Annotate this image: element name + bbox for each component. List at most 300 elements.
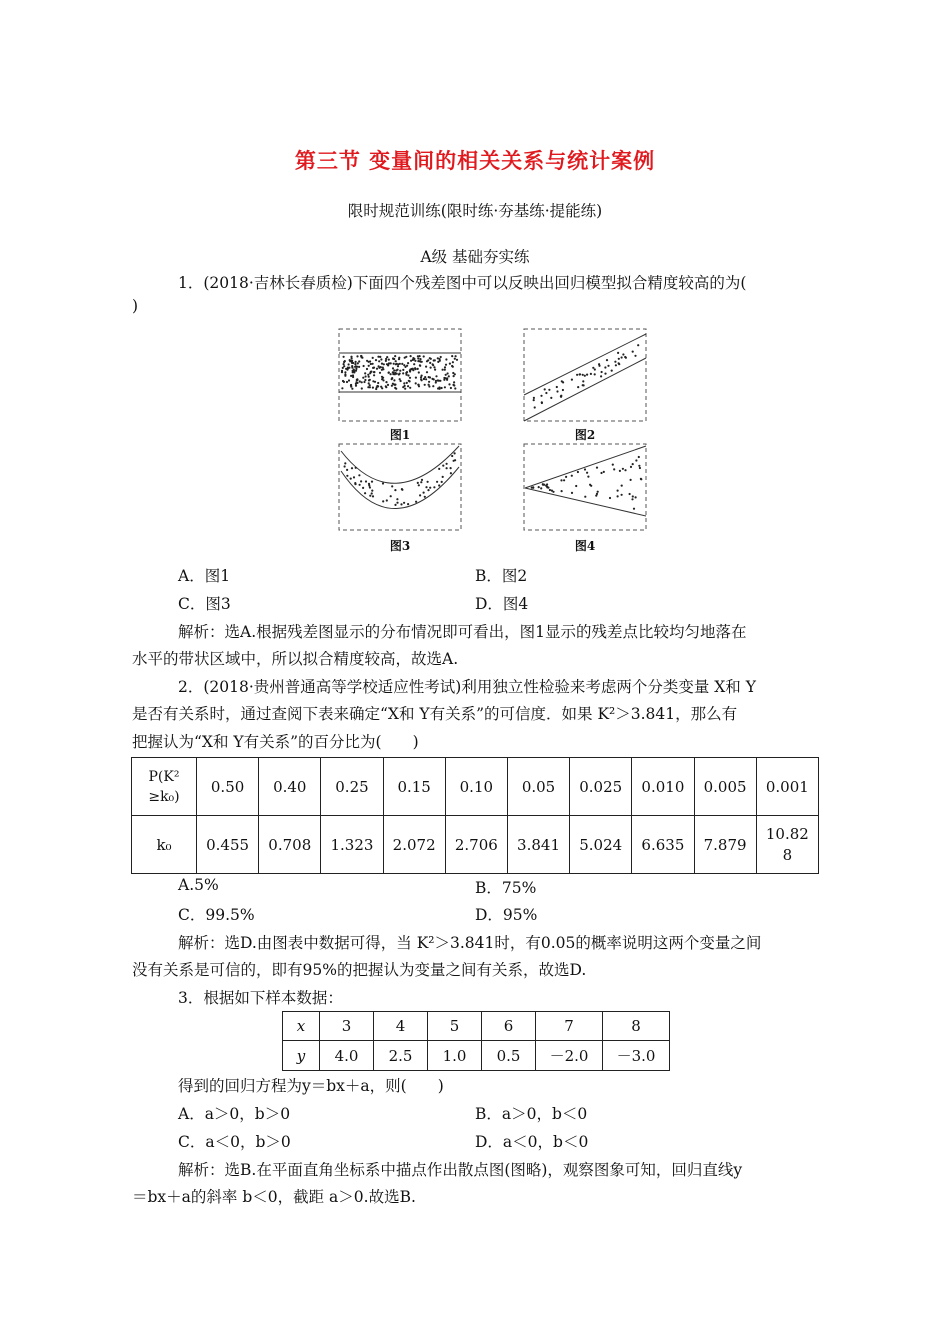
residual-point <box>407 503 409 505</box>
residual-point <box>586 472 588 474</box>
table-cell: 0.10 <box>445 758 507 816</box>
residual-point <box>371 492 373 494</box>
residual-point <box>453 381 455 383</box>
residual-point <box>638 456 640 458</box>
q1-option-b: B．图2 <box>475 567 528 585</box>
residual-point <box>344 462 346 464</box>
residual-point <box>376 368 378 370</box>
residual-point <box>370 363 372 365</box>
residual-point <box>438 484 440 486</box>
residual-point <box>351 367 353 369</box>
residual-point <box>356 355 358 357</box>
residual-point <box>604 366 606 368</box>
residual-point <box>366 360 368 362</box>
residual-point <box>624 469 626 471</box>
residual-point <box>597 491 599 493</box>
table-cell: 2.5 <box>374 1041 428 1071</box>
residual-point <box>415 501 417 503</box>
residual-point <box>368 376 370 378</box>
residual-point <box>621 356 623 358</box>
residual-point <box>391 385 393 387</box>
residual-point <box>584 468 586 470</box>
residual-point <box>385 385 387 387</box>
residual-point <box>403 502 405 504</box>
residual-point <box>594 373 596 375</box>
residual-point <box>424 376 426 378</box>
residual-point <box>363 381 365 383</box>
residual-point <box>371 481 373 483</box>
residual-point <box>445 358 447 360</box>
table-cell: －3.0 <box>603 1041 670 1071</box>
residual-point <box>364 492 366 494</box>
residual-point <box>630 479 632 481</box>
residual-point <box>373 367 375 369</box>
residual-point <box>348 363 350 365</box>
residual-point <box>447 372 449 374</box>
residual-point <box>454 459 456 461</box>
residual-point <box>560 396 562 398</box>
residual-point <box>453 375 455 377</box>
residual-point <box>414 360 416 362</box>
residual-point <box>373 371 375 373</box>
residual-point <box>556 390 558 392</box>
residual-point <box>452 372 454 374</box>
residual-point <box>451 355 453 357</box>
residual-point <box>377 382 379 384</box>
residual-point <box>372 495 374 497</box>
residual-point <box>395 360 397 362</box>
residual-point <box>394 504 396 506</box>
residual-point <box>634 355 636 357</box>
residual-point <box>587 476 589 478</box>
residual-point <box>399 373 401 375</box>
residual-point <box>423 378 425 380</box>
table-cell: 8 <box>603 1012 670 1041</box>
q2-analysis-line2: 没有关系是可信的，即有95%的把握认为变量之间有关系，故选D. <box>132 961 587 979</box>
residual-point <box>419 365 421 367</box>
residual-point <box>450 387 452 389</box>
residual-point <box>344 465 346 467</box>
residual-point <box>372 380 374 382</box>
residual-point <box>404 357 406 359</box>
table-header-k: k₀ <box>132 816 197 874</box>
residual-point <box>596 493 598 495</box>
residual-point <box>396 373 398 375</box>
residual-point <box>426 360 428 362</box>
residual-point <box>594 368 596 370</box>
residual-point <box>577 386 579 388</box>
residual-point <box>343 356 345 358</box>
residual-point <box>633 508 635 510</box>
residual-point <box>408 380 410 382</box>
residual-point <box>417 360 419 362</box>
residual-point <box>403 364 405 366</box>
residual-point <box>548 389 550 391</box>
residual-point <box>420 481 422 483</box>
residual-point <box>442 465 444 467</box>
residual-point <box>449 363 451 365</box>
residual-point <box>413 363 415 365</box>
residual-point <box>361 387 363 389</box>
residual-point <box>407 374 409 376</box>
residual-point <box>561 380 563 382</box>
residual-point <box>396 502 398 504</box>
table-cell: 2.072 <box>383 816 445 874</box>
residual-point <box>344 374 346 376</box>
residual-point <box>637 344 639 346</box>
residual-point <box>351 388 353 390</box>
residual-point <box>362 377 364 379</box>
residual-point <box>586 374 588 376</box>
residual-point <box>450 472 452 474</box>
residual-point <box>444 366 446 368</box>
residual-point <box>390 373 392 375</box>
residual-point <box>343 363 345 365</box>
q3-option-a: A．a＞0，b＞0 <box>178 1105 291 1123</box>
residual-point <box>434 359 436 361</box>
q1-analysis-line1: 解析：选A.根据残差图显示的分布情况即可看出，图1显示的残差点比较均匀地落在 <box>178 623 747 641</box>
residual-point <box>382 482 384 484</box>
table-cell: －2.0 <box>536 1041 603 1071</box>
q2-stem-line1: 2．(2018·贵州普通高等学校适应性考试)利用独立性检验来考虑两个分类变量 X和 Y <box>178 678 756 696</box>
residual-point <box>360 355 362 357</box>
residual-point <box>365 375 367 377</box>
residual-point <box>361 381 363 383</box>
residual-point <box>624 356 626 358</box>
residual-point <box>379 372 381 374</box>
residual-point <box>540 395 542 397</box>
residual-point <box>343 365 345 367</box>
residual-point <box>351 357 353 359</box>
residual-point <box>592 367 594 369</box>
residual-point <box>545 392 547 394</box>
residual-point <box>621 494 623 496</box>
figure-3-caption: 图3 <box>389 539 411 553</box>
residual-point <box>368 365 370 367</box>
residual-point <box>571 492 573 494</box>
residual-point <box>560 479 562 481</box>
residual-point <box>403 382 405 384</box>
residual-point <box>563 479 565 481</box>
residual-point <box>419 355 421 357</box>
residual-point <box>431 378 433 380</box>
residual-point <box>444 369 446 371</box>
residual-point <box>410 355 412 357</box>
residual-point <box>379 356 381 358</box>
residual-point <box>598 363 600 365</box>
residual-point <box>344 371 346 373</box>
residual-point <box>363 365 365 367</box>
residual-point <box>543 484 545 486</box>
residual-point <box>346 475 348 477</box>
residual-point <box>533 399 535 401</box>
residual-point <box>533 397 535 399</box>
residual-point <box>397 363 399 365</box>
residual-point <box>406 365 408 367</box>
residual-point <box>342 367 344 369</box>
residual-point <box>404 388 406 390</box>
residual-point <box>343 381 345 383</box>
residual-point <box>584 375 586 377</box>
level-heading: A级 基础夯实练 <box>420 248 530 266</box>
table-cell: 0.15 <box>383 758 445 816</box>
residual-point <box>386 499 388 501</box>
table-cell: 0.25 <box>321 758 383 816</box>
residual-point <box>639 467 641 469</box>
q2-stem-line3: 把握认为“X和 Y有关系”的百分比为( ) <box>132 733 419 751</box>
residual-point <box>561 490 563 492</box>
residual-point <box>346 469 348 471</box>
table-cell: 5 <box>428 1012 482 1041</box>
residual-point <box>380 366 382 368</box>
residual-point <box>415 382 417 384</box>
residual-point <box>632 463 634 465</box>
residual-point <box>421 375 423 377</box>
residual-point <box>372 387 374 389</box>
residual-point <box>549 489 551 491</box>
residual-point <box>395 369 397 371</box>
residual-point <box>350 478 352 480</box>
table-row-k <box>132 816 819 874</box>
residual-point <box>609 497 611 499</box>
q3-option-c: C．a＜0，b＞0 <box>178 1133 291 1151</box>
table-cell: 3.841 <box>507 816 569 874</box>
critical-value-table <box>131 757 819 874</box>
residual-point <box>442 369 444 371</box>
residual-point <box>452 361 454 363</box>
residual-point <box>385 360 387 362</box>
q3-analysis-line1: 解析：选B.在平面直角坐标系中描点作出散点图(图略)，观察图象可知，回归直线y <box>178 1161 743 1179</box>
residual-point <box>383 363 385 365</box>
residual-point <box>387 384 389 386</box>
residual-point <box>596 467 598 469</box>
residual-point <box>575 485 577 487</box>
residual-point <box>635 459 637 461</box>
residual-point <box>352 376 354 378</box>
residual-point <box>390 362 392 364</box>
residual-point <box>341 387 343 389</box>
q3-option-d: D．a＜0，b＜0 <box>475 1133 589 1151</box>
residual-point <box>552 491 554 493</box>
residual-point <box>428 384 430 386</box>
residual-point <box>420 378 422 380</box>
residual-point <box>618 362 620 364</box>
residual-point <box>381 387 383 389</box>
residual-point <box>433 366 435 368</box>
residual-figure-2 <box>523 328 647 422</box>
residual-point <box>391 378 393 380</box>
sample-data-table <box>282 1011 670 1071</box>
residual-point <box>607 365 609 367</box>
residual-point <box>352 362 354 364</box>
q1-stem-line2: ) <box>132 297 139 315</box>
q1-stem-line1: 1．(2018·吉林长春质检)下面四个残差图中可以反映出回归模型拟合精度较高的为( <box>178 274 747 292</box>
residual-point <box>423 492 425 494</box>
residual-point <box>396 498 398 500</box>
residual-point <box>392 373 394 375</box>
residual-point <box>590 373 592 375</box>
residual-point <box>421 361 423 363</box>
residual-point <box>369 379 371 381</box>
figure-1-caption: 图1 <box>389 428 411 442</box>
residual-point <box>350 375 352 377</box>
q3-equation-line: 得到的回归方程为y＝bx＋a，则( ) <box>178 1077 444 1095</box>
residual-point <box>378 360 380 362</box>
residual-point <box>354 363 356 365</box>
residual-point <box>382 377 384 379</box>
residual-point <box>632 351 634 353</box>
residual-point <box>358 360 360 362</box>
residual-point <box>394 489 396 491</box>
residual-point <box>364 372 366 374</box>
residual-point <box>613 468 615 470</box>
residual-point <box>358 474 360 476</box>
residual-point <box>345 368 347 370</box>
table-cell: 0.001 <box>756 758 818 816</box>
residual-point <box>583 384 585 386</box>
residual-point <box>421 479 423 481</box>
residual-point <box>604 373 606 375</box>
residual-point <box>541 402 543 404</box>
residual-point <box>392 367 394 369</box>
residual-point <box>425 378 427 380</box>
residual-point <box>446 379 448 381</box>
table-cell: 7.879 <box>694 816 756 874</box>
residual-point <box>418 484 420 486</box>
residual-figure-4 <box>523 443 647 531</box>
residual-point <box>390 495 392 497</box>
table-cell: 0.40 <box>259 758 321 816</box>
residual-point <box>417 482 419 484</box>
residual-point <box>611 370 613 372</box>
residual-point <box>427 489 429 491</box>
residual-point <box>550 397 552 399</box>
q3-option-b: B．a＞0，b＜0 <box>475 1105 588 1123</box>
residual-point <box>355 368 357 370</box>
residual-point <box>441 481 443 483</box>
residual-point <box>427 481 429 483</box>
residual-point <box>450 467 452 469</box>
residual-point <box>365 480 367 482</box>
residual-point <box>435 375 437 377</box>
residual-point <box>419 358 421 360</box>
residual-point <box>418 371 420 373</box>
residual-point <box>622 468 624 470</box>
residual-point <box>402 372 404 374</box>
residual-point <box>401 488 403 490</box>
q3-stem: 3．根据如下样本数据： <box>178 989 343 1007</box>
residual-point <box>394 384 396 386</box>
residual-point <box>391 485 393 487</box>
table-cell: 6.635 <box>632 816 694 874</box>
residual-point <box>428 381 430 383</box>
residual-point <box>540 487 542 489</box>
q2-analysis-line1: 解析：选D.由图表中数据可得，当 K²＞3.841时，有0.05的概率说明这两个变量之间 <box>178 934 762 952</box>
residual-point <box>544 388 546 390</box>
residual-point <box>451 365 453 367</box>
residual-point <box>562 389 564 391</box>
residual-point <box>409 370 411 372</box>
residual-point <box>409 377 411 379</box>
residual-point <box>367 374 369 376</box>
residual-point <box>347 367 349 369</box>
residual-point <box>426 371 428 373</box>
residual-point <box>358 366 360 368</box>
residual-point <box>584 496 586 498</box>
residual-point <box>349 359 351 361</box>
residual-point <box>352 371 354 373</box>
residual-point <box>600 472 602 474</box>
residual-point <box>402 369 404 371</box>
residual-point <box>405 372 407 374</box>
residual-point <box>399 370 401 372</box>
residual-point <box>617 352 619 354</box>
residual-point <box>603 471 605 473</box>
residual-point <box>402 386 404 388</box>
residual-point <box>438 468 440 470</box>
residual-point <box>343 361 345 363</box>
table-header-p: P(K² ≥k₀) <box>132 758 197 816</box>
table-row-y <box>283 1041 670 1071</box>
residual-point <box>446 467 448 469</box>
table-cell: 1.0 <box>428 1041 482 1071</box>
residual-point <box>417 357 419 359</box>
residual-point <box>538 486 540 488</box>
residual-point <box>388 371 390 373</box>
page-subtitle: 限时规范训练(限时练·夯基练·提能练) <box>347 202 603 220</box>
residual-point <box>362 487 364 489</box>
residual-point <box>456 359 458 361</box>
table-cell: 0.005 <box>694 758 756 816</box>
residual-point <box>600 375 602 377</box>
residual-point <box>429 487 431 489</box>
residual-point <box>582 380 584 382</box>
table-cell: 0.010 <box>632 758 694 816</box>
residual-point <box>412 359 414 361</box>
table-cell: 0.5 <box>482 1041 536 1071</box>
residual-point <box>341 370 343 372</box>
residual-point <box>441 387 443 389</box>
residual-point <box>400 503 402 505</box>
q3-analysis-line2: ＝bx＋a的斜率 b＜0，截距 a＞0.故选B. <box>132 1188 416 1206</box>
residual-point <box>619 470 621 472</box>
table-cell: 6 <box>482 1012 536 1041</box>
residual-point <box>606 359 608 361</box>
residual-point <box>442 476 444 478</box>
residual-point <box>429 362 431 364</box>
residual-point <box>629 493 631 495</box>
residual-point <box>632 495 634 497</box>
residual-point <box>428 376 430 378</box>
residual-point <box>412 369 414 371</box>
residual-point <box>437 357 439 359</box>
residual-point <box>617 495 619 497</box>
residual-point <box>433 486 435 488</box>
residual-point <box>615 364 617 366</box>
residual-point <box>565 476 567 478</box>
residual-point <box>393 369 395 371</box>
residual-point <box>621 485 623 487</box>
table-cell: 0.50 <box>197 758 259 816</box>
table-row-p <box>132 758 819 816</box>
table-cell: 10.82 8 <box>756 816 818 874</box>
residual-point <box>417 384 419 386</box>
residual-point <box>359 380 361 382</box>
residual-point <box>430 367 432 369</box>
residual-point <box>369 486 371 488</box>
residual-point <box>378 365 380 367</box>
residual-point <box>534 406 536 408</box>
